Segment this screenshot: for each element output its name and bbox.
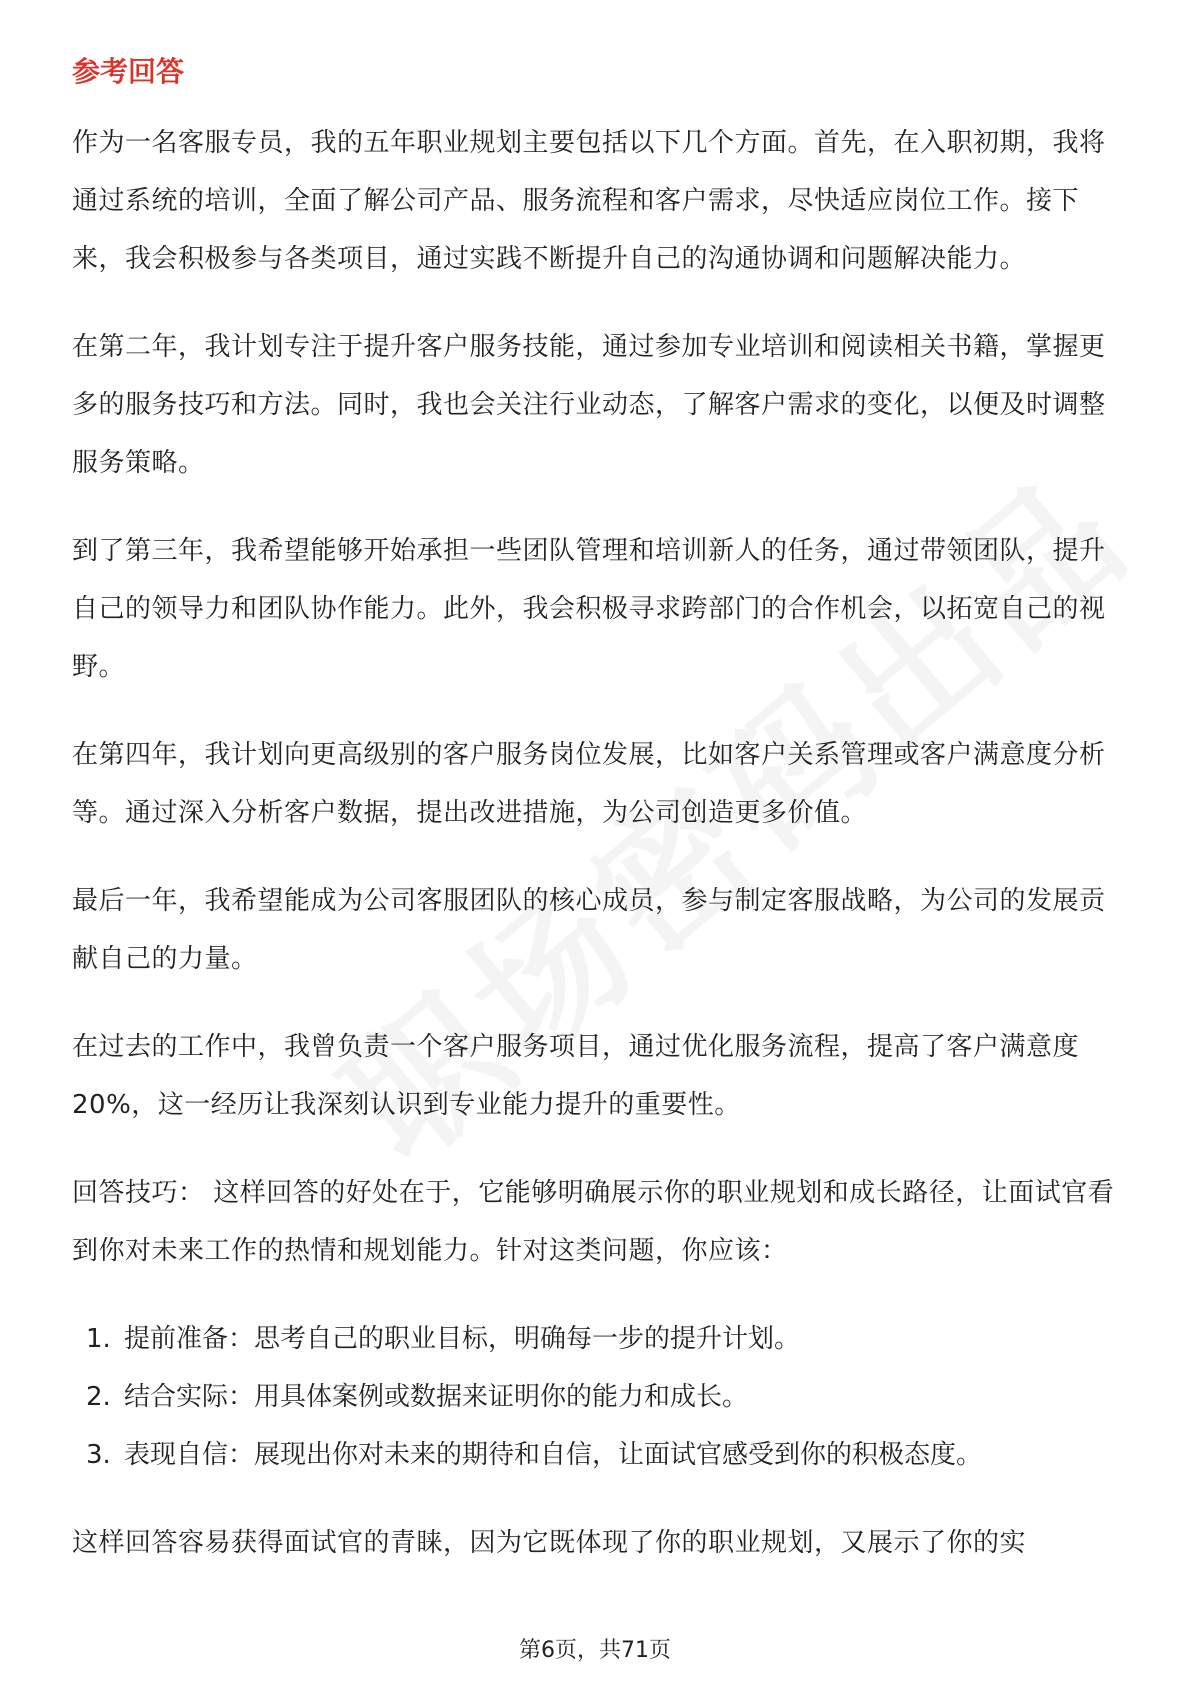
page-number: 第6页，共71页: [519, 1638, 671, 1663]
section-heading: 参考回答: [72, 55, 185, 88]
list-item-text: 表现自信：展现出你对未来的期待和自信，让面试官感受到你的积极态度。: [124, 1440, 983, 1470]
list-item: [72, 1310, 1122, 1368]
list-item-number: 2.: [86, 1382, 111, 1412]
paragraph-tips-intro: 回答技巧： 这样回答的好处在于，它能够明确展示你的职业规划和成长路径，让面试官看到你对未来工作的热情和规划能力。针对这类问题，你应该：: [72, 1178, 1115, 1266]
paragraph-intro: 作为一名客服专员，我的五年职业规划主要包括以下几个方面。首先，在入职初期，我将通过系统的培训，全面了解公司产品、服务流程和客户需求，尽快适应岗位工作。接下来，我会积极参与各类项目，通过实践不断提升自己的沟通协调和问题解决能力。: [72, 128, 1106, 274]
list-item-text: 提前准备：思考自己的职业目标，明确每一步的提升计划。: [124, 1324, 801, 1354]
list-item-number: 1.: [86, 1324, 111, 1354]
list-item: [72, 1426, 1122, 1484]
list-item-text: 结合实际：用具体案例或数据来证明你的能力和成长。: [124, 1382, 749, 1412]
paragraph-year-two: 在第二年，我计划专注于提升客户服务技能，通过参加专业培训和阅读相关书籍，掌握更多的服务技巧和方法。同时，我也会关注行业动态，了解客户需求的变化，以便及时调整服务策略。: [72, 332, 1106, 478]
paragraph-year-four: 在第四年，我计划向更高级别的客户服务岗位发展，比如客户关系管理或客户满意度分析等。通过深入分析客户数据，提出改进措施，为公司创造更多价值。: [72, 740, 1106, 828]
tips-list: [72, 1310, 1122, 1484]
paragraph-final-year: 最后一年，我希望能成为公司客服团队的核心成员，参与制定客服战略，为公司的发展贡献自己的力量。: [72, 886, 1106, 974]
paragraph-experience: 在过去的工作中，我曾负责一个客户服务项目，通过优化服务流程，提高了客户满意度20%，这一经历让我深刻认识到专业能力提升的重要性。: [72, 1032, 1080, 1120]
paragraph-closing: 这样回答容易获得面试官的青睐，因为它既体现了你的职业规划，又展示了你的实: [72, 1528, 1027, 1558]
paragraph-year-three: 到了第三年，我希望能够开始承担一些团队管理和培训新人的任务，通过带领团队，提升自己的领导力和团队协作能力。此外，我会积极寻求跨部门的合作机会，以拓宽自己的视野。: [72, 536, 1106, 682]
list-item-number: 3.: [86, 1440, 111, 1470]
list-item: [72, 1368, 1122, 1426]
answer-content: [72, 114, 1122, 1602]
